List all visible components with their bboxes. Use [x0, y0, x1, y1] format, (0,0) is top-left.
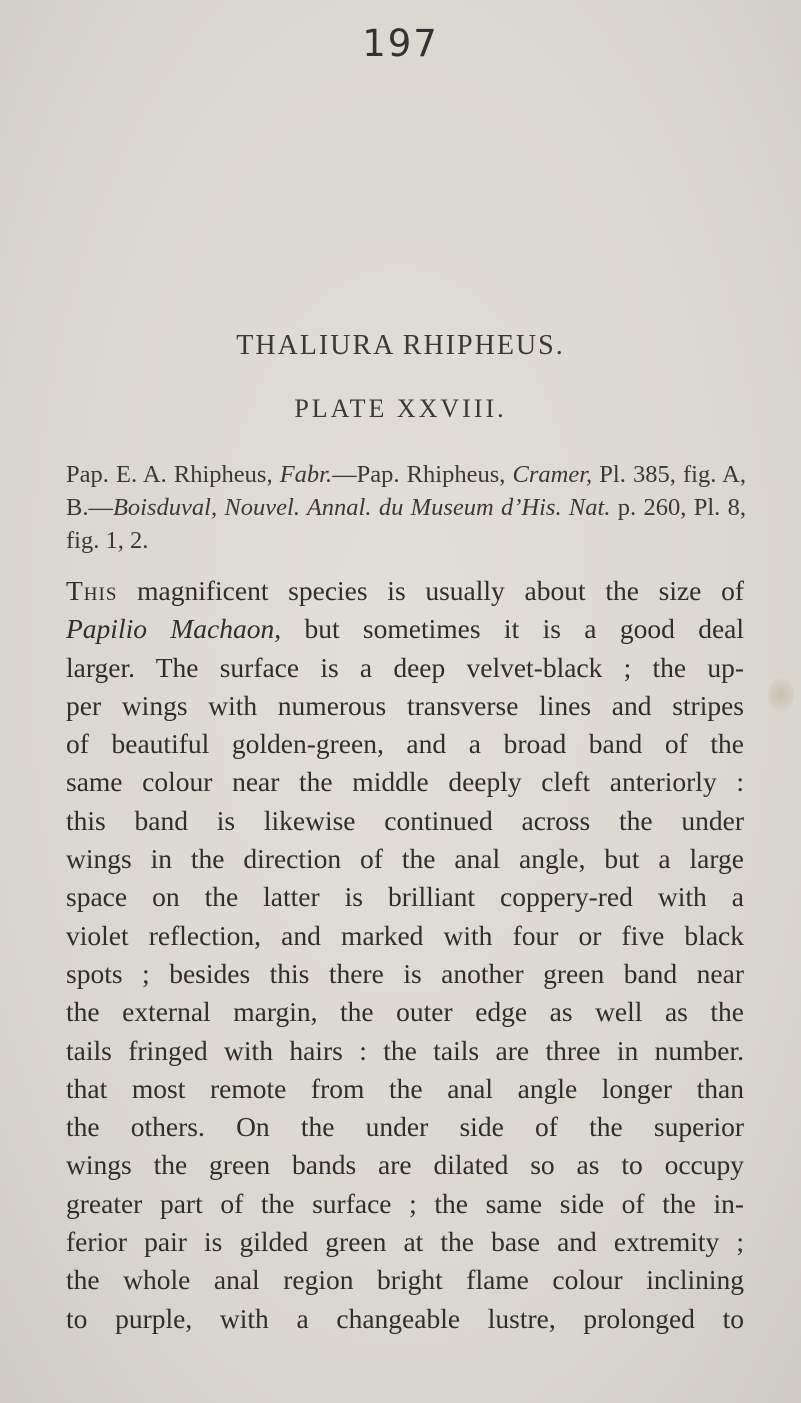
- text-line: [66, 572, 744, 610]
- text-line: the external margin, the outer edge as well as the: [66, 996, 744, 1028]
- text-line: greater part of the surface ; the same side of the in-: [66, 1187, 744, 1219]
- synonymy-text: p. 260, Pl. 8, fig. 1, 2.: [66, 494, 746, 554]
- line-text: magnificent species is usually about the size of: [117, 575, 744, 606]
- text-line: the others. On the under side of the superior: [66, 1111, 744, 1143]
- text-line: wings in the direction of the anal angle, but a large: [66, 843, 744, 875]
- drop-word: This: [66, 575, 118, 606]
- text-line: of beautiful golden-green, and a broad band of the: [66, 728, 744, 760]
- text-line: violet reflection, and marked with four or five black: [66, 919, 744, 951]
- text-line: per wings with numerous transverse lines and stripes: [66, 689, 744, 721]
- text-line: that most remote from the anal angle longer than: [66, 1072, 744, 1104]
- synonymy-text: Pl. 385, fig. A, B.—: [66, 461, 746, 521]
- text-line: the whole anal region bright flame colour inclining: [66, 1264, 744, 1296]
- text-line: space on the latter is brilliant coppery-red with a: [66, 881, 744, 913]
- synonymy-text: Pap. E. A. Rhipheus,: [66, 461, 280, 488]
- synonymy-author: Cramer,: [512, 461, 593, 488]
- text-line: same colour near the middle deeply cleft anteriorly :: [66, 766, 744, 798]
- synonymy-text: —Pap. Rhipheus,: [332, 461, 513, 488]
- synonymy-reference: Boisduval, Nouvel. Annal. du Museum d’His. Nat.: [112, 494, 611, 521]
- description-paragraph: [66, 572, 744, 1338]
- text-line: wings the green bands are dilated so as to occupy: [66, 1149, 744, 1181]
- paper-stain: [768, 678, 794, 712]
- synonymy-paragraph: [66, 458, 746, 557]
- species-title: THALIURA RHIPHEUS.: [236, 330, 565, 361]
- text-line: [66, 610, 744, 648]
- text-line: larger. The surface is a deep velvet-black ; the up-: [66, 651, 744, 683]
- page-number: 197: [362, 22, 439, 65]
- text-line: this band is likewise continued across the under: [66, 804, 744, 836]
- plate-heading: PLATE XXVIII.: [294, 394, 507, 423]
- species-name: Papilio Machaon,: [66, 613, 282, 645]
- synonymy-author: Fabr.: [279, 461, 333, 488]
- line-text: but sometimes it is a good deal: [281, 613, 744, 645]
- text-line: to purple, with a changeable lustre, prolonged to: [66, 1302, 744, 1334]
- text-line: spots ; besides this there is another green band near: [66, 957, 744, 989]
- text-line: tails fringed with hairs : the tails are three in number.: [66, 1034, 744, 1066]
- text-line: ferior pair is gilded green at the base and extremity ;: [66, 1226, 744, 1258]
